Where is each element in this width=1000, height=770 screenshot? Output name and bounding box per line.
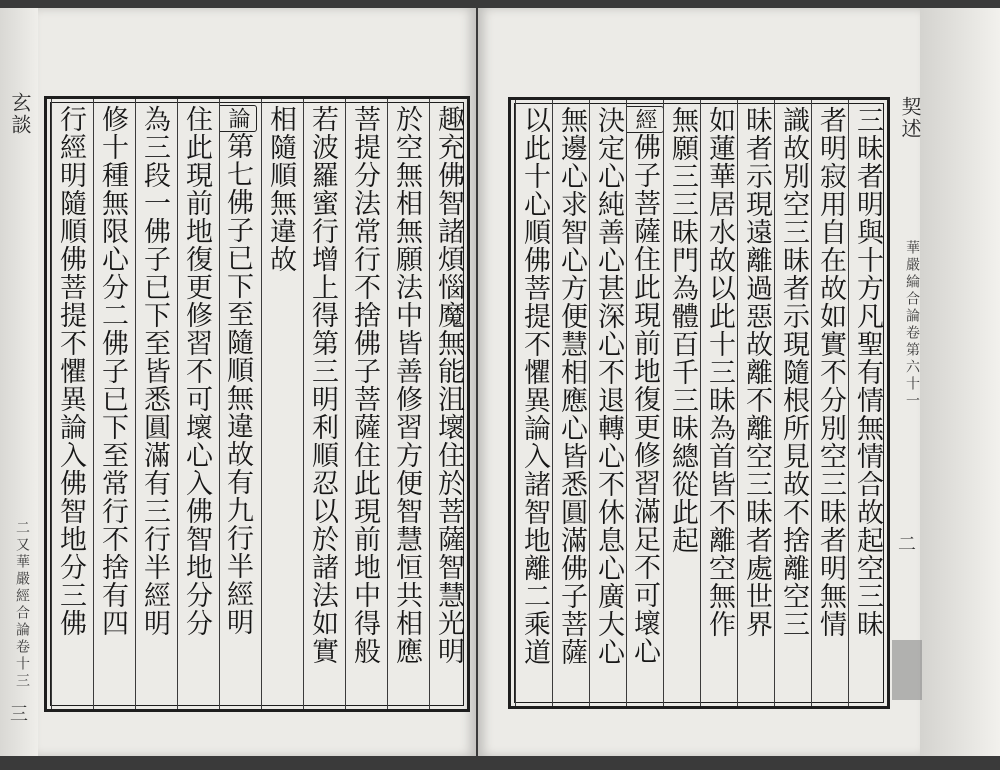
right-col-7: 昧者示現遠離過惡故離不離空三昧者處世界 — [737, 100, 775, 706]
right-margin-title: 契述 — [898, 96, 922, 140]
right-col-10: 三昧者明與十方凡聖有情無情合故起空三昧 — [848, 100, 886, 706]
right-margin-subtitle: 華嚴綸合論卷第六十一 — [904, 240, 920, 410]
sutra-tag: 經 — [626, 106, 664, 133]
left-col-10: 趣充佛智諸煩惱魔無能沮壞住於菩薩智慧光明 — [429, 99, 467, 709]
right-col-5: 無願三三昧門為體百千三昧總從此起 — [663, 100, 701, 706]
left-text-frame — [44, 96, 470, 712]
left-col-1: 行經明隨順佛菩提不懼異論入佛智地分三佛 — [51, 99, 89, 709]
left-col-4: 住此現前地復更修習不可壞心入佛智地分分 — [177, 99, 215, 709]
right-col-8: 識故別空三昧者示現隨根所見故不捨離空三 — [774, 100, 812, 706]
right-page-number: 二 — [898, 534, 916, 555]
left-margin-subtitle: 二又華嚴經合論卷十三 — [14, 520, 30, 690]
commentary-tag: 論 — [219, 105, 257, 132]
left-col-8: 菩提分法常行不捨佛子菩薩住此現前地中得般 — [345, 99, 383, 709]
left-col-9: 於空無相無願法中皆善修習方便智慧恒共相應 — [387, 99, 425, 709]
page-tab-marker — [892, 640, 922, 700]
left-page-number: 三 — [10, 704, 28, 725]
right-col-6: 如蓮華居水故以此十三昧為首皆不離空無作 — [700, 100, 738, 706]
right-col-3: 決定心純善心甚深心不退轉心不休息心廣大心 — [589, 100, 627, 706]
left-col-2: 修十種無限心分二佛子已下至常行不捨有四 — [93, 99, 131, 709]
left-col-7: 若波羅蜜行增上得第三明利順忍以於諸法如實 — [303, 99, 341, 709]
left-margin-title: 玄談 — [8, 92, 32, 136]
left-col-6: 相隨順無違故 — [261, 99, 299, 709]
right-col-2: 無邊心求智心方便慧相應心皆悉圓滿佛子菩薩 — [552, 100, 590, 706]
right-col-4: 經佛子菩薩住此現前地復更修習滿足不可壞心 — [626, 100, 664, 706]
left-col-3: 為三段一佛子已下至皆悉圓滿有三行半經明 — [135, 99, 173, 709]
right-text-frame — [508, 97, 890, 709]
left-col-5: 論第七佛子已下至隨順無違故有九行半經明 — [219, 99, 257, 709]
right-col-9: 者明寂用自在故如實不分別空三昧者明無情 — [811, 100, 849, 706]
right-page-edge — [920, 8, 1000, 756]
right-col-1: 以此十心順佛菩提不懼異論入諸智地離二乘道 — [515, 100, 553, 706]
